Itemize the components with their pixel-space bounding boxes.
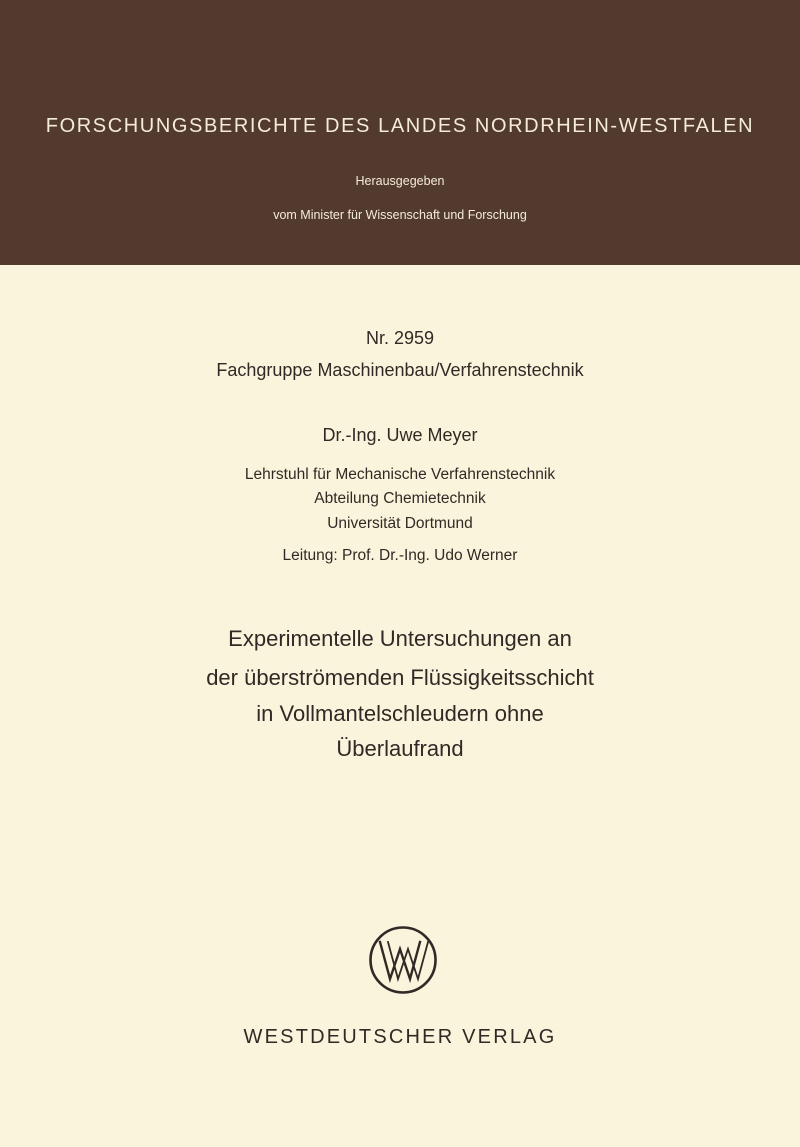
editor-line-herausgegeben: Herausgegeben (355, 174, 445, 188)
publisher-name: WESTDEUTSCHER VERLAG (243, 1026, 557, 1048)
book-title-line: in Vollmantelschleudern ohne (256, 701, 544, 726)
institution-line: Abteilung Chemietechnik (314, 490, 486, 507)
book-title-line: Überlaufrand (336, 736, 464, 761)
department-leader: Leitung: Prof. Dr.-Ing. Udo Werner (282, 547, 518, 564)
institution-line: Lehrstuhl für Mechanische Verfahrenstechnik (244, 466, 556, 483)
series-title: FORSCHUNGSBERICHTE DES LANDES NORDRHEIN-WESTFALEN (45, 115, 755, 137)
westdeutscher-verlag-ww-logo-icon (368, 925, 438, 995)
header-band (0, 0, 800, 265)
book-title-line: der überströmenden Flüssigkeitsschicht (206, 665, 594, 690)
editor-line-minister: vom Minister für Wissenschaft und Forschung (273, 208, 527, 222)
institution-line: Universität Dortmund (327, 515, 473, 532)
subject-group: Fachgruppe Maschinenbau/Verfahrenstechnik (216, 360, 584, 380)
book-title-line: Experimentelle Untersuchungen an (228, 626, 572, 651)
author-name: Dr.-Ing. Uwe Meyer (322, 425, 478, 445)
report-number: Nr. 2959 (365, 328, 435, 348)
